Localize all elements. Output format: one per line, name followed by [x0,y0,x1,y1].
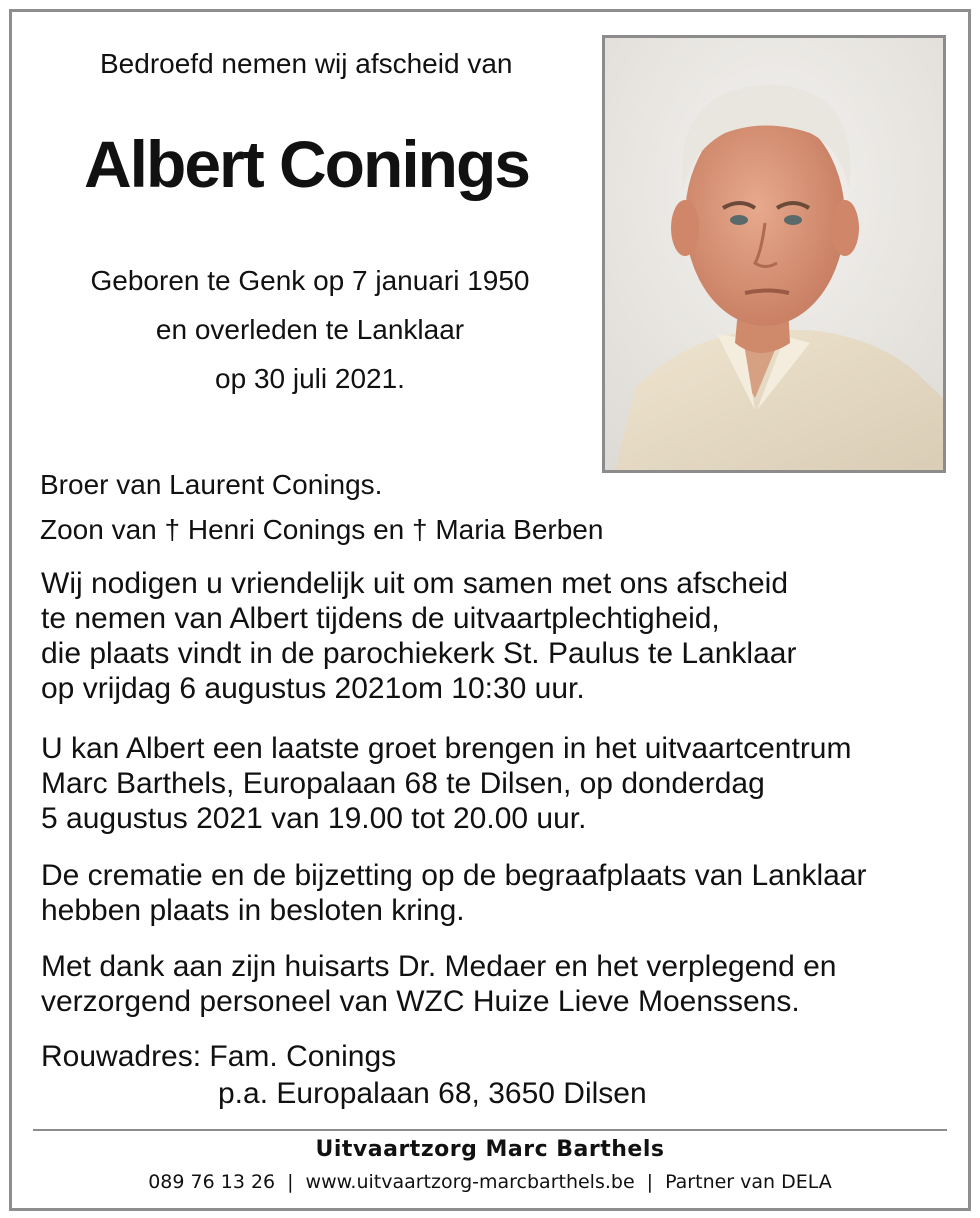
paragraph-line: op vrijdag 6 augustus 2021om 10:30 uur. [41,672,585,705]
family-line: Zoon van † Henri Conings en † Maria Berben [40,514,604,545]
portrait-photo [602,35,946,473]
deceased-name: Albert Conings [84,127,529,201]
address-line-1: Rouwadres: Fam. Conings [41,1040,397,1073]
paragraph-line: Marc Barthels, Europalaan 68 te Dilsen, op donderdag [41,767,765,800]
address-line-2: p.a. Europalaan 68, 3650 Dilsen [218,1077,647,1110]
farewell-paragraph [41,731,941,836]
mourning-address [41,1038,647,1112]
family-relations [40,462,603,552]
phone-number: 089 76 13 26 [148,1171,276,1193]
paragraph-line: De crematie en de bijzetting op de begraafplaats van Lanklaar [41,859,867,892]
paragraph-line: Met dank aan zijn huisarts Dr. Medaer en het verplegend en [41,950,837,983]
funeral-company-name: Uitvaartzorg Marc Barthels [315,1137,665,1162]
footer-divider [33,1129,947,1131]
date-line: op 30 juli 2021. [215,363,405,394]
paragraph-line: Wij nodigen u vriendelijk uit om samen met ons afscheid [41,567,789,600]
date-line: Geboren te Genk op 7 januari 1950 [90,265,530,296]
paragraph-line: hebben plaats in besloten kring. [41,894,465,927]
paragraph-line: 5 augustus 2021 van 19.00 tot 20.00 uur. [41,802,587,835]
website-link[interactable]: www.uitvaartzorg-marcbarthels.be [305,1171,635,1193]
date-line: en overleden te Lanklaar [155,314,465,345]
ceremony-paragraph [41,566,941,706]
paragraph-line: die plaats vindt in de parochiekerk St. Paulus te Lanklaar [41,637,797,670]
footer-contact-line [0,1171,980,1193]
separator: | [646,1171,654,1193]
paragraph-line: verzorgend personeel van WZC Huize Lieve Moenssens. [41,985,800,1018]
separator: | [287,1171,294,1193]
partner-label: Partner van DELA [665,1171,832,1193]
cremation-paragraph [41,858,941,928]
paragraph-line: te nemen van Albert tijdens de uitvaartplechtigheid, [41,602,720,635]
thanks-paragraph [41,949,941,1019]
paragraph-line: U kan Albert een laatste groet brengen in het uitvaartcentrum [41,732,852,765]
intro-line: Bedroefd nemen wij afscheid van [100,48,513,79]
birth-death-dates [40,256,580,403]
family-line: Broer van Laurent Conings. [40,469,383,500]
portrait-illustration [605,38,943,470]
